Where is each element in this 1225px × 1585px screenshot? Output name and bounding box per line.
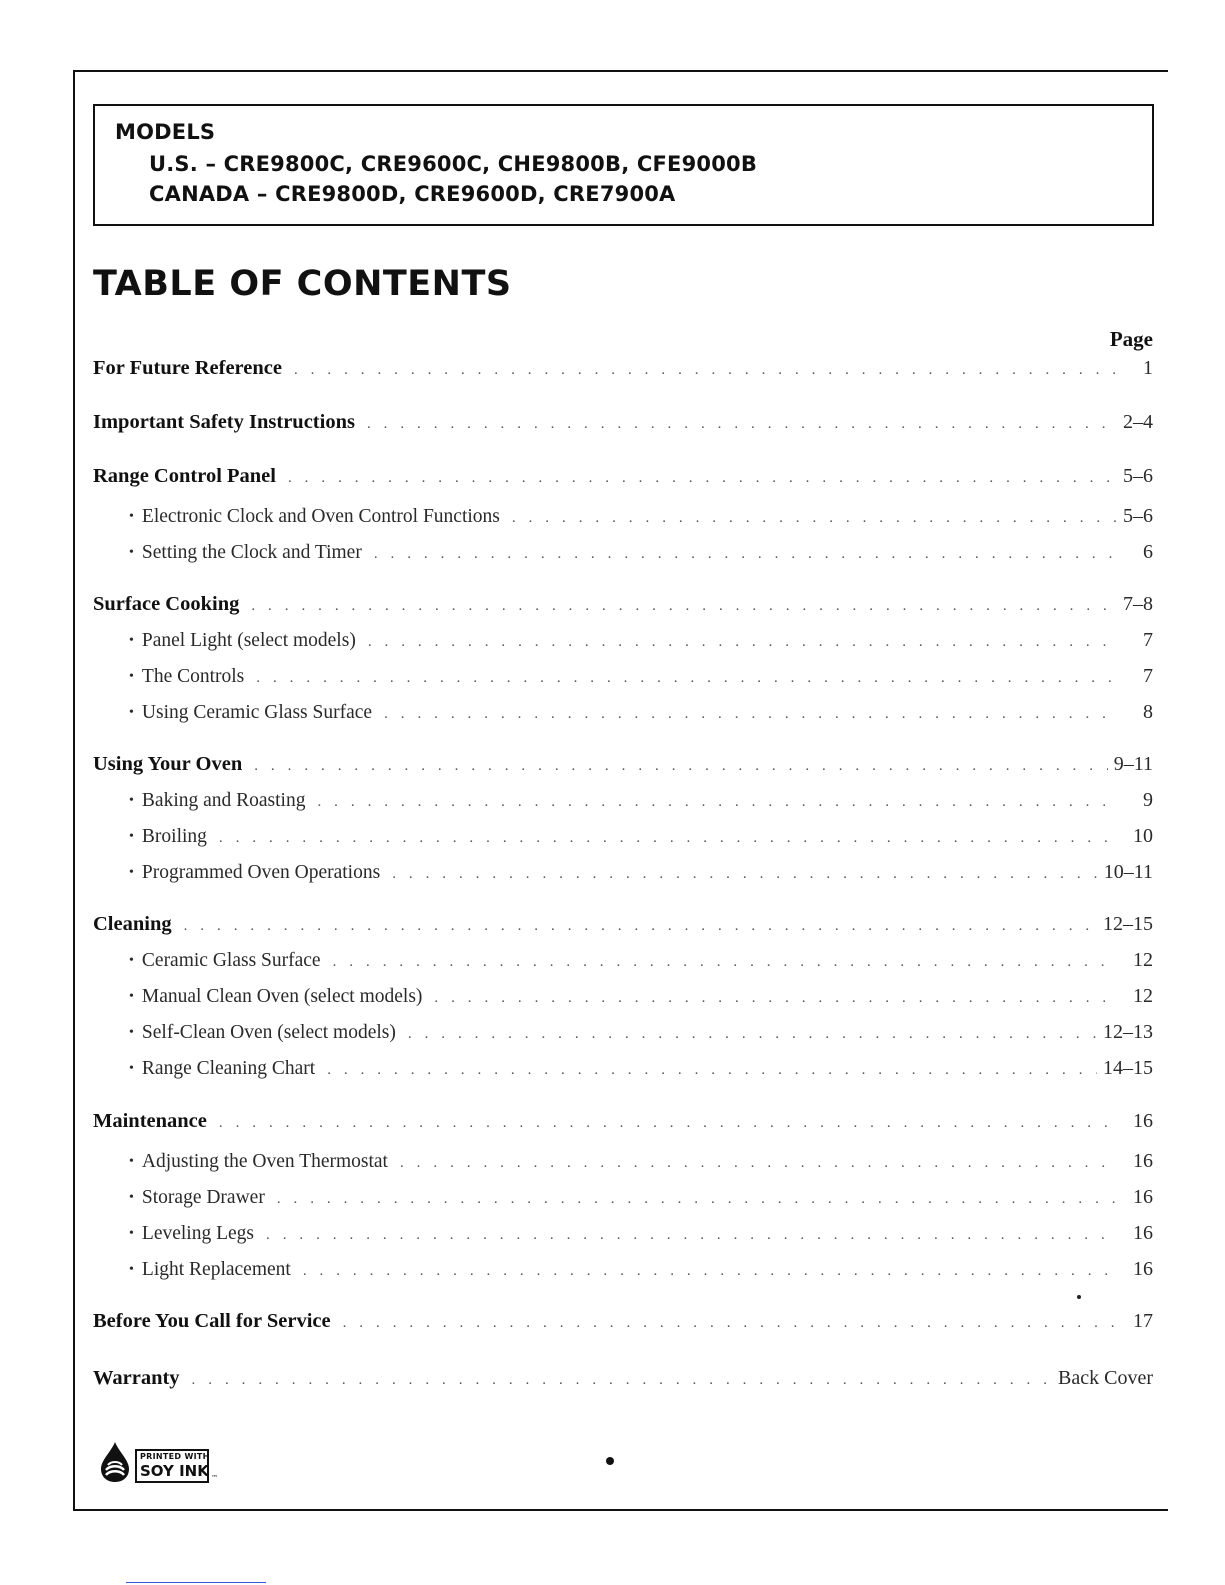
toc-page-number: 12–13 xyxy=(1103,1021,1153,1043)
toc-subsection-row xyxy=(93,789,1153,819)
bullet-icon: • xyxy=(129,1190,134,1205)
bullet-icon: • xyxy=(129,705,134,720)
toc-subsection-row xyxy=(93,505,1153,535)
toc-subsection-label xyxy=(93,1223,254,1245)
models-canada: CANADA – CRE9800D, CRE9600D, CRE7900A xyxy=(149,182,676,206)
toc-page-number: 17 xyxy=(1133,1310,1153,1332)
bullet-icon: • xyxy=(129,1154,134,1169)
dot-leader xyxy=(333,954,1117,971)
toc-entry-text: For Future Reference xyxy=(93,357,282,379)
soy-ink-logo xyxy=(97,1440,221,1488)
toc-subsection-row xyxy=(93,1258,1153,1288)
dot-leader xyxy=(219,830,1117,847)
toc-entry-text: Cleaning xyxy=(93,913,172,935)
soy-ink-drop-icon xyxy=(97,1440,133,1484)
toc-subsection-label xyxy=(93,630,356,652)
bullet-icon: • xyxy=(129,829,134,844)
dot-leader xyxy=(256,670,1117,687)
dot-leader xyxy=(184,918,1097,935)
toc-subsection-label xyxy=(93,1058,315,1080)
dot-leader xyxy=(251,598,1117,615)
toc-entry-text: Manual Clean Oven (select models) xyxy=(141,986,423,1007)
toc-page-number: 12 xyxy=(1133,949,1153,971)
dot-leader xyxy=(374,546,1117,563)
dot-leader xyxy=(392,866,1098,883)
toc-entry-text: Broiling xyxy=(141,826,207,847)
toc-page-number: 9–11 xyxy=(1113,753,1153,775)
toc-page-number: 5–6 xyxy=(1123,465,1153,487)
toc-entry-text: Electronic Clock and Oven Control Functions xyxy=(141,506,500,527)
bullet-icon: • xyxy=(129,865,134,880)
page-title: TABLE OF CONTENTS xyxy=(93,264,512,304)
toc-section-label xyxy=(93,1110,207,1133)
toc-subsection-label xyxy=(93,986,422,1008)
bullet-icon: • xyxy=(129,545,134,560)
toc-page-number: 16 xyxy=(1133,1222,1153,1244)
toc-entry-text: Range Cleaning Chart xyxy=(141,1058,316,1079)
toc-page-number: 16 xyxy=(1133,1186,1153,1208)
top-rule xyxy=(73,70,1168,72)
toc-section-label xyxy=(93,593,239,616)
models-box xyxy=(93,104,1154,226)
toc-subsection-row xyxy=(93,665,1153,695)
dot-leader xyxy=(277,1191,1117,1208)
dot-leader xyxy=(303,1263,1117,1280)
toc-page-number: 9 xyxy=(1143,789,1153,811)
toc-subsection-row xyxy=(93,1150,1153,1180)
toc-entry-text: Panel Light (select models) xyxy=(141,630,356,651)
toc-entry-text: Surface Cooking xyxy=(93,593,240,615)
toc-page-number: 8 xyxy=(1143,701,1153,723)
toc-page-number: 14–15 xyxy=(1103,1057,1153,1079)
toc-entry-text: Important Safety Instructions xyxy=(93,411,355,433)
bullet-icon: • xyxy=(129,633,134,648)
toc-section-label xyxy=(93,1367,180,1390)
toc-subsection-label xyxy=(93,1187,265,1209)
stray-dot xyxy=(1077,1295,1081,1299)
toc-entry-text: Programmed Oven Operations xyxy=(141,862,381,883)
dot-leader xyxy=(434,990,1117,1007)
toc-subsection-label xyxy=(93,1259,291,1281)
toc-section-row xyxy=(93,753,1153,783)
toc-section-label xyxy=(93,357,282,380)
underline-mark xyxy=(126,1582,266,1583)
toc-section-row xyxy=(93,1310,1153,1340)
toc-section-row xyxy=(93,913,1153,943)
soy-ink-small-text: PRINTED WITH xyxy=(140,1452,210,1461)
bullet-icon: • xyxy=(129,1025,134,1040)
toc-page-number: Back Cover xyxy=(1058,1367,1153,1389)
toc-section-label xyxy=(93,1310,331,1333)
toc-section-row xyxy=(93,411,1153,441)
toc-page-number: 16 xyxy=(1133,1150,1153,1172)
toc-subsection-label xyxy=(93,1151,388,1173)
toc-section-label xyxy=(93,753,242,776)
toc-entry-text: Maintenance xyxy=(93,1110,207,1132)
toc-entry-text: Using Ceramic Glass Surface xyxy=(141,702,373,723)
toc-section-label xyxy=(93,465,276,488)
dot-leader xyxy=(327,1062,1097,1079)
dot-leader xyxy=(266,1227,1117,1244)
dot-leader xyxy=(219,1115,1117,1132)
toc-section-label xyxy=(93,913,172,936)
soy-ink-label-box xyxy=(135,1449,209,1483)
toc-entry-text: Baking and Roasting xyxy=(141,790,306,811)
toc-subsection-row xyxy=(93,949,1153,979)
toc-subsection-row xyxy=(93,701,1153,731)
toc-section-label xyxy=(93,411,355,434)
toc-entry-text: Warranty xyxy=(93,1367,180,1389)
dot-leader xyxy=(343,1315,1117,1332)
bullet-icon: • xyxy=(129,509,134,524)
dot-leader xyxy=(367,416,1117,433)
toc-section-row xyxy=(93,1367,1153,1397)
models-title: MODELS xyxy=(115,120,216,144)
bottom-rule xyxy=(73,1509,1168,1511)
toc-page-number: 1 xyxy=(1143,357,1153,379)
toc-subsection-row xyxy=(93,1186,1153,1216)
toc-subsection-label xyxy=(93,1022,396,1044)
toc-subsection-row xyxy=(93,1057,1153,1087)
toc-subsection-label xyxy=(93,790,305,812)
toc-page-number: 7 xyxy=(1143,665,1153,687)
toc-page-number: 10–11 xyxy=(1103,861,1153,883)
toc-page-number: 12 xyxy=(1133,985,1153,1007)
toc-subsection-row xyxy=(93,985,1153,1015)
soy-ink-big-text: SOY INK xyxy=(140,1462,209,1480)
toc-subsection-row xyxy=(93,825,1153,855)
left-rule xyxy=(73,70,75,1510)
bullet-icon: • xyxy=(129,793,134,808)
toc-section-row xyxy=(93,593,1153,623)
toc-subsection-row xyxy=(93,1222,1153,1252)
toc-entry-text: Before You Call for Service xyxy=(93,1310,331,1332)
toc-page-number: 16 xyxy=(1133,1258,1153,1280)
toc-entry-text: Light Replacement xyxy=(141,1259,291,1280)
toc-page-number: 2–4 xyxy=(1123,411,1153,433)
models-us: U.S. – CRE9800C, CRE9600C, CHE9800B, CFE9000B xyxy=(149,152,758,176)
dot-leader xyxy=(400,1155,1117,1172)
toc-entry-text: The Controls xyxy=(141,666,245,687)
toc-subsection-label xyxy=(93,950,321,972)
toc-entry-text: Setting the Clock and Timer xyxy=(141,542,362,563)
toc-page-number: 12–15 xyxy=(1103,913,1153,935)
toc-page-number: 6 xyxy=(1143,541,1153,563)
toc-entry-text: Ceramic Glass Surface xyxy=(141,950,321,971)
dot-leader xyxy=(294,362,1117,379)
dot-leader xyxy=(408,1026,1097,1043)
toc-subsection-row xyxy=(93,541,1153,571)
toc-subsection-label xyxy=(93,702,372,724)
center-bullet-dot xyxy=(606,1457,614,1465)
toc-entry-text: Range Control Panel xyxy=(93,465,276,487)
toc-entry-text: Adjusting the Oven Thermostat xyxy=(141,1151,388,1172)
toc-section-row xyxy=(93,357,1153,387)
page-column-header: Page xyxy=(1109,327,1153,351)
toc-subsection-row xyxy=(93,1021,1153,1051)
dot-leader xyxy=(384,706,1117,723)
toc-entry-text: Using Your Oven xyxy=(93,753,243,775)
toc-page-number: 10 xyxy=(1133,825,1153,847)
bullet-icon: • xyxy=(129,989,134,1004)
dot-leader xyxy=(317,794,1117,811)
toc-subsection-row xyxy=(93,629,1153,659)
bullet-icon: • xyxy=(129,1262,134,1277)
dot-leader xyxy=(192,1372,1052,1389)
soy-ink-trademark: ™ xyxy=(211,1474,218,1482)
bullet-icon: • xyxy=(129,1226,134,1241)
toc-page-number: 7 xyxy=(1143,629,1153,651)
toc-section-row xyxy=(93,1110,1153,1140)
toc-page-number: 7–8 xyxy=(1123,593,1153,615)
toc-subsection-label xyxy=(93,826,207,848)
toc-subsection-label xyxy=(93,542,362,564)
dot-leader xyxy=(512,510,1117,527)
dot-leader xyxy=(368,634,1117,651)
toc-page-number: 5–6 xyxy=(1123,505,1153,527)
toc-subsection-label xyxy=(93,666,244,688)
bullet-icon: • xyxy=(129,1061,134,1076)
toc-subsection-label xyxy=(93,506,500,528)
dot-leader xyxy=(288,470,1117,487)
toc-entry-text: Self-Clean Oven (select models) xyxy=(141,1022,396,1043)
bullet-icon: • xyxy=(129,669,134,684)
toc-entry-text: Leveling Legs xyxy=(141,1223,254,1244)
bullet-icon: • xyxy=(129,953,134,968)
toc-page-number: 16 xyxy=(1133,1110,1153,1132)
toc-subsection-row xyxy=(93,861,1153,891)
toc-subsection-label xyxy=(93,862,380,884)
toc-section-row xyxy=(93,465,1153,495)
toc-entry-text: Storage Drawer xyxy=(141,1187,265,1208)
dot-leader xyxy=(254,758,1108,775)
